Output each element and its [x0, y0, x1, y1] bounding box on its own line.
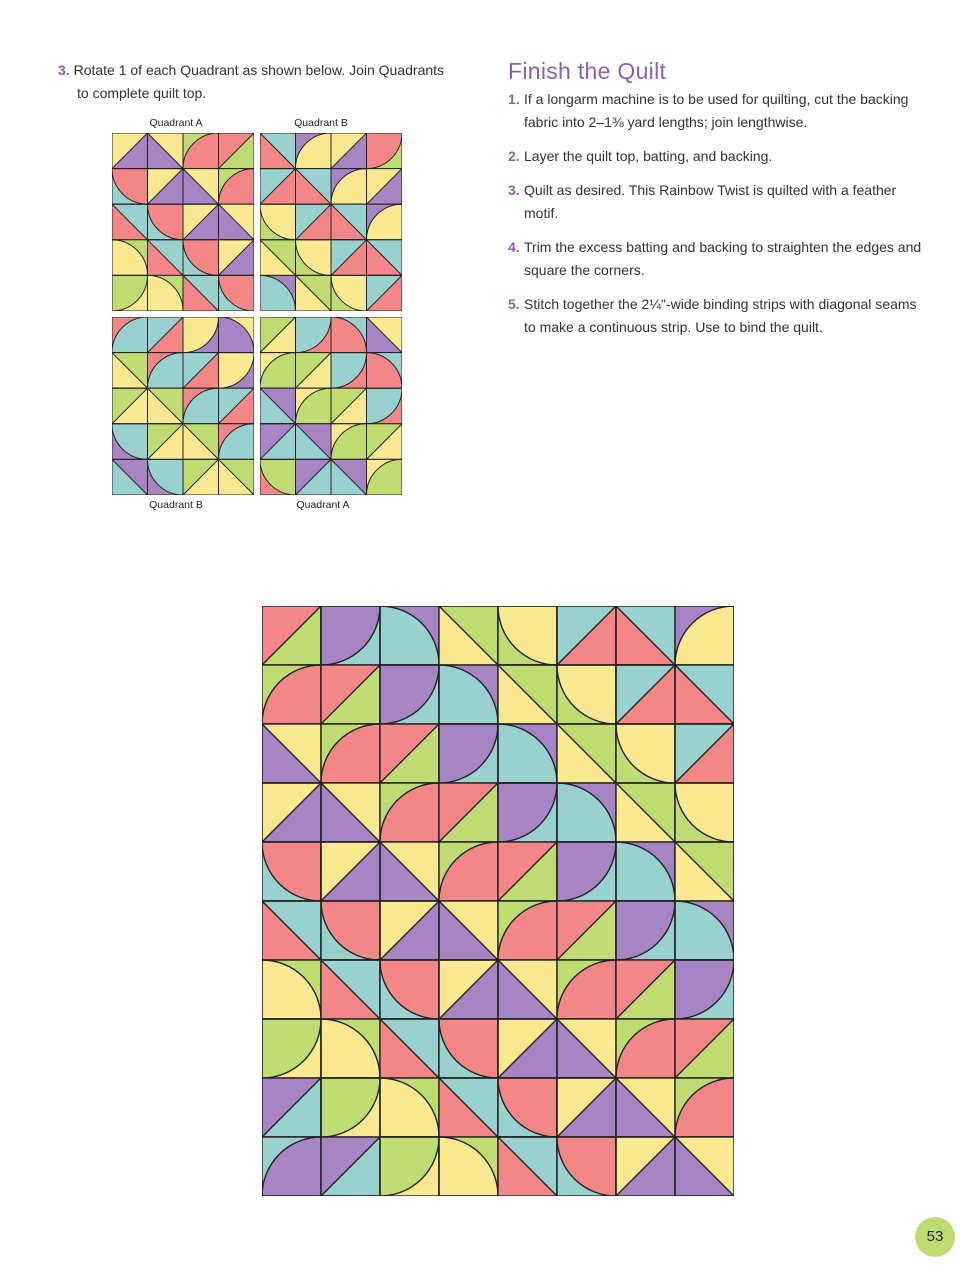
quilt-block — [183, 240, 219, 276]
quilt-block — [675, 1019, 734, 1078]
quilt-block — [321, 724, 380, 783]
quilt-block — [498, 606, 557, 665]
quilt-block — [260, 459, 296, 495]
quilt-block — [112, 424, 148, 460]
quilt-block — [498, 1019, 557, 1078]
quilt-block — [557, 724, 616, 783]
label-quadrant-bottom-left: Quadrant B — [149, 499, 203, 511]
quilt-block — [183, 317, 219, 353]
quilt-block — [148, 275, 184, 311]
quilt-block — [112, 459, 148, 495]
quilt-block — [498, 1078, 557, 1137]
quilt-block — [260, 424, 296, 460]
step-text: Trim the excess batting and backing to straighten the edges and square the corners. — [524, 239, 922, 278]
quilt-block — [616, 1019, 675, 1078]
quilt-block — [380, 1019, 439, 1078]
step-3-line-1: Rotate 1 of each Quadrant as shown below. Join Quadrants — [73, 62, 445, 78]
quilt-block — [183, 424, 219, 460]
finish-steps-list — [508, 88, 928, 350]
quilt-block — [219, 388, 255, 424]
quilt-block — [557, 665, 616, 724]
quilt-block — [112, 275, 148, 311]
quilt-block — [262, 1078, 321, 1137]
quilt-block — [439, 665, 498, 724]
quilt-block — [367, 424, 403, 460]
quilt-block — [262, 665, 321, 724]
quilt-block — [380, 783, 439, 842]
quilt-block — [219, 204, 255, 240]
quilt-block — [675, 842, 734, 901]
step-number: 3. — [508, 182, 520, 198]
quadrant-diagram-top-left — [112, 133, 254, 311]
finish-step-2 — [508, 145, 928, 168]
step-3-instruction — [58, 59, 478, 105]
quilt-block — [148, 388, 184, 424]
quilt-block — [439, 1019, 498, 1078]
quilt-block — [557, 1019, 616, 1078]
quilt-block — [260, 240, 296, 276]
page-number-badge: 53 — [915, 1217, 955, 1257]
quilt-block — [183, 353, 219, 389]
quilt-block — [219, 169, 255, 205]
quilt-block — [260, 204, 296, 240]
quilt-block — [498, 901, 557, 960]
quilt-block — [439, 1078, 498, 1137]
step-3-line-2: to complete quilt top. — [77, 85, 207, 101]
quilt-block — [367, 388, 403, 424]
quilt-block — [557, 1078, 616, 1137]
quilt-block — [262, 606, 321, 665]
quadrant-diagram-bottom-left — [112, 317, 254, 495]
quilt-block — [675, 960, 734, 1019]
quilt-block — [219, 133, 255, 169]
quilt-block — [439, 1137, 498, 1196]
finish-step-5 — [508, 293, 928, 339]
quilt-block — [321, 665, 380, 724]
quilt-block — [380, 1137, 439, 1196]
quilt-block — [498, 960, 557, 1019]
section-title: Finish the Quilt — [508, 58, 667, 84]
quilt-block — [380, 901, 439, 960]
quilt-block — [321, 901, 380, 960]
quilt-block — [296, 240, 332, 276]
quilt-block — [616, 665, 675, 724]
quilt-block — [148, 353, 184, 389]
step-text: Stitch together the 2¼"-wide binding strips with diagonal seams to make a continuous strip. Use to bind the quilt. — [524, 296, 917, 335]
quilt-block — [675, 606, 734, 665]
quilt-block — [148, 459, 184, 495]
quilt-block — [321, 1019, 380, 1078]
quilt-block — [331, 133, 367, 169]
quilt-block — [675, 1078, 734, 1137]
quilt-block — [296, 204, 332, 240]
quilt-block — [498, 724, 557, 783]
quilt-block — [557, 842, 616, 901]
quilt-block — [331, 459, 367, 495]
quilt-block — [367, 133, 403, 169]
quilt-block — [296, 169, 332, 205]
quilt-block — [321, 606, 380, 665]
quilt-block — [262, 783, 321, 842]
quilt-block — [112, 317, 148, 353]
quilt-block — [675, 724, 734, 783]
quilt-block — [675, 1137, 734, 1196]
quilt-block — [380, 842, 439, 901]
quilt-block — [498, 783, 557, 842]
quilt-block — [148, 133, 184, 169]
quilt-block — [557, 1137, 616, 1196]
quilt-block — [557, 783, 616, 842]
quilt-block — [439, 901, 498, 960]
step-number: 1. — [508, 91, 520, 107]
quilt-block — [367, 240, 403, 276]
label-quadrant-bottom-right: Quadrant A — [296, 499, 350, 511]
quilt-block — [148, 169, 184, 205]
quilt-block — [183, 204, 219, 240]
quilt-block — [260, 169, 296, 205]
quilt-block — [321, 1137, 380, 1196]
step-text: Quilt as desired. This Rainbow Twist is quilted with a feather motif. — [524, 182, 897, 221]
quilt-block — [439, 960, 498, 1019]
quilt-block — [380, 724, 439, 783]
quilt-block — [380, 1078, 439, 1137]
quilt-block — [321, 783, 380, 842]
quilt-block — [183, 133, 219, 169]
quilt-block — [439, 783, 498, 842]
quilt-block — [380, 606, 439, 665]
quilt-top-illustration — [262, 606, 734, 1196]
quilt-block — [557, 960, 616, 1019]
quilt-block — [331, 169, 367, 205]
quilt-block — [616, 606, 675, 665]
step-text: Layer the quilt top, batting, and backing. — [524, 148, 773, 164]
quilt-block — [331, 275, 367, 311]
quilt-block — [262, 724, 321, 783]
step-number: 4. — [508, 239, 520, 255]
quilt-block — [675, 901, 734, 960]
quilt-block — [367, 275, 403, 311]
quilt-block — [219, 240, 255, 276]
quilt-block — [183, 459, 219, 495]
quilt-block — [296, 459, 332, 495]
quilt-block — [260, 353, 296, 389]
quilt-block — [557, 606, 616, 665]
step-text: If a longarm machine is to be used for quilting, cut the backing fabric into 2–1⅜ yard lengths; join lengthwise. — [524, 91, 909, 130]
quilt-block — [616, 960, 675, 1019]
quilt-block — [112, 353, 148, 389]
quadrant-diagram-top-right — [260, 133, 402, 311]
quilt-block — [331, 240, 367, 276]
quilt-block — [219, 353, 255, 389]
quilt-block — [148, 204, 184, 240]
quilt-block — [296, 275, 332, 311]
quilt-block — [367, 317, 403, 353]
quilt-block — [219, 317, 255, 353]
quilt-block — [616, 724, 675, 783]
quilt-block — [616, 901, 675, 960]
quilt-block — [675, 665, 734, 724]
quilt-block — [260, 317, 296, 353]
quilt-block — [331, 424, 367, 460]
finish-step-4 — [508, 236, 928, 282]
quilt-block — [112, 240, 148, 276]
quilt-block — [262, 901, 321, 960]
quilt-block — [331, 353, 367, 389]
quilt-block — [112, 133, 148, 169]
quilt-block — [498, 1137, 557, 1196]
step-number: 3. — [58, 62, 70, 78]
label-quadrant-top-right: Quadrant B — [294, 117, 348, 129]
step-number: 5. — [508, 296, 520, 312]
quilt-block — [321, 960, 380, 1019]
quilt-block — [296, 353, 332, 389]
quilt-block — [675, 783, 734, 842]
quilt-block — [367, 353, 403, 389]
quilt-block — [296, 317, 332, 353]
quilt-block — [262, 1019, 321, 1078]
quilt-block — [498, 665, 557, 724]
quilt-block — [183, 169, 219, 205]
quilt-block — [380, 960, 439, 1019]
quilt-block — [616, 783, 675, 842]
quilt-block — [219, 459, 255, 495]
quilt-block — [262, 960, 321, 1019]
quilt-block — [148, 240, 184, 276]
quilt-block — [260, 388, 296, 424]
quilt-block — [262, 842, 321, 901]
quilt-block — [439, 606, 498, 665]
quilt-block — [367, 169, 403, 205]
quilt-block — [112, 204, 148, 240]
quilt-block — [148, 317, 184, 353]
quilt-block — [331, 317, 367, 353]
finish-step-1 — [508, 88, 928, 134]
quilt-block — [439, 724, 498, 783]
quilt-block — [260, 133, 296, 169]
quilt-block — [616, 1137, 675, 1196]
quilt-block — [439, 842, 498, 901]
quilt-block — [331, 388, 367, 424]
quilt-block — [148, 424, 184, 460]
finish-step-3 — [508, 179, 928, 225]
quilt-block — [219, 275, 255, 311]
step-number: 2. — [508, 148, 520, 164]
quilt-block — [557, 901, 616, 960]
quilt-block — [498, 842, 557, 901]
quilt-block — [262, 1137, 321, 1196]
quilt-block — [296, 133, 332, 169]
quilt-block — [380, 665, 439, 724]
quilt-block — [112, 169, 148, 205]
quilt-block — [219, 424, 255, 460]
quilt-block — [296, 424, 332, 460]
quilt-block — [367, 459, 403, 495]
quilt-block — [321, 1078, 380, 1137]
quilt-block — [616, 1078, 675, 1137]
quilt-block — [331, 204, 367, 240]
quilt-block — [112, 388, 148, 424]
quadrant-diagram-bottom-right — [260, 317, 402, 495]
quilt-block — [367, 204, 403, 240]
quilt-block — [321, 842, 380, 901]
quilt-block — [260, 275, 296, 311]
quilt-block — [183, 275, 219, 311]
quilt-block — [616, 842, 675, 901]
label-quadrant-top-left: Quadrant A — [149, 117, 203, 129]
quilt-block — [183, 388, 219, 424]
quilt-block — [296, 388, 332, 424]
